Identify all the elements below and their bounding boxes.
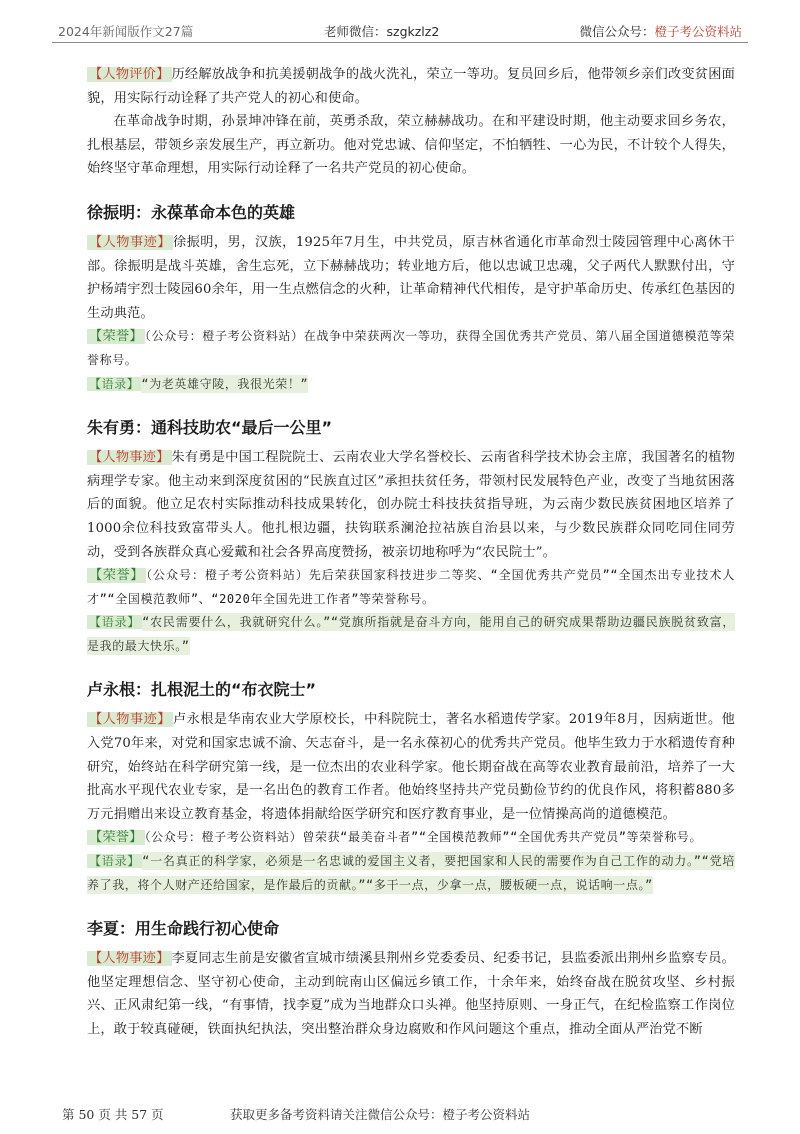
quote-tag: 【语录】 xyxy=(89,615,141,630)
honor-paragraph xyxy=(87,826,735,850)
quote-paragraph xyxy=(87,850,735,897)
eval-text: 历经解放战争和抗美援朝战争的战火洗礼，荣立一等功。复员回乡后，他带领乡亲们改变贫困面貌，用实际行动诠释了共产党人的初心和使命。 xyxy=(87,67,735,106)
honor-tag: 【荣誉】 xyxy=(89,830,143,846)
quote-text: “农民需要什么，我就研究什么。”“党旗所指就是奋斗方向，能用自己的研究成果帮助边疆民族脱贫致富，是我的最大快乐。” xyxy=(87,615,735,653)
deeds-tag: 【人物事迹】 xyxy=(89,712,171,728)
wechat-account xyxy=(579,22,742,40)
deeds-text: 李夏同志生前是安徽省宣城市绩溪县荆州乡党委委员、纪委书记，县监委派出荆州乡监察专员。他坚定理想信念、坚守初心使命，主动到皖南山区偏远乡镇工作，十余年来，始终奋战在脱贫攻坚、乡村振兴、正风肃纪第一线，“有事情，找李夏”成为当地群众口头禅。他坚持原则、一身正气，在纪检监察工作岗位上，敢于较真碰硬，铁面执纪执法，突出整治群众身边腐败和作风问题这个重点，推动全面从严治党不断 xyxy=(87,951,735,1037)
deeds-tag: 【人物事迹】 xyxy=(89,450,170,466)
honor-tag: 【荣誉】 xyxy=(89,329,143,345)
quote-tag: 【语录】 xyxy=(89,376,140,391)
quote-text: “为老英雄守陵，我很光荣！” xyxy=(141,376,309,391)
honor-text: （公众号：橙子考公资料站）在战争中荣获两次一等功，获得全国优秀共产党员、第八届全国道德模范等荣誉称号。 xyxy=(87,329,735,367)
page-content xyxy=(87,63,735,1042)
honor-tag: 【荣誉】 xyxy=(89,568,145,584)
honor-paragraph xyxy=(87,564,735,611)
doc-title: 2024年新闻版作文27篇 xyxy=(58,24,194,39)
honor-paragraph xyxy=(87,325,735,372)
evaluation-paragraph xyxy=(87,63,735,110)
wechat-account-name: 橙子考公资料站 xyxy=(654,24,742,39)
honor-text: （公众号：橙子考公资料站）先后荣获国家科技进步二等奖、“全国优秀共产党员”“全国杰出专业技术人才”“全国模范教师”、“2020年全国先进工作者”等荣誉称号。 xyxy=(87,568,735,606)
page-header xyxy=(52,10,748,43)
deeds-tag: 【人物事迹】 xyxy=(89,951,170,967)
deeds-text: 朱有勇是中国工程院院士、云南农业大学名誉校长、云南省科学技术协会主席，我国著名的植物病理学专家。他主动来到深度贫困的“民族直过区”承担扶贫任务，带领村民发展特色产业，改变了当地贫困落后的面貌。他立足农村实际推动科技成果转化，创办院士科技扶贫指导班，为云南少数民族贫困地区培养了1000余位科技致富带头人。他扎根边疆，扶钩联系澜沧拉祜族自治县以来，与少数民族群众同吃同住同劳动，受到各族群众真心爱戴和社会各界高度赞扬，被亲切地称呼为“农民院士”。 xyxy=(87,450,735,560)
page-number: 第 50 页 共 57 页 xyxy=(62,1107,164,1122)
footer-notice: 获取更多备考资料请关注微信公众号：橙子考公资料站 xyxy=(230,1107,531,1122)
deeds-text: 卢永根是华南农业大学原校长，中科院院士，著名水稻遗传学家。2019年8月，因病逝世。他入党70年来，对党和国家忠诚不渝、矢志奋斗，是一名永葆初心的优秀共产党员。他毕生致力于水稻遗传育种研究，始终站在科学研究第一线，是一位杰出的农业科学家。他长期奋战在高等农业教育最前沿，培养了一大批高水平现代农业专家，是一名出色的教育工作者。他始终坚持共产党员勤俭节约的优良作风，将积蓄880多万元捐赠出来设立教育基金，将遗体捐献给医学研究和医疗教育事业，是一位情操高尚的道德模范。 xyxy=(87,712,735,822)
section-title: 朱有勇：通科技助农“最后一公里” xyxy=(87,418,333,438)
quote-paragraph xyxy=(87,611,735,658)
deeds-tag: 【人物事迹】 xyxy=(89,234,171,250)
eval-tag: 【人物评价】 xyxy=(89,67,170,82)
section-title: 李夏：用生命践行初心使命 xyxy=(87,919,280,939)
deeds-paragraph xyxy=(87,446,735,564)
quote-tag: 【语录】 xyxy=(89,854,141,869)
deeds-paragraph xyxy=(87,231,735,325)
wechat-account-label: 微信公众号： xyxy=(579,24,655,39)
honor-text: （公众号：橙子考公资料站）曾荣获“最美奋斗者”“全国模范教师”“全国优秀共产党员”等荣誉称号。 xyxy=(144,830,703,845)
section-title: 卢永根：扎根泥土的“布衣院士” xyxy=(87,680,317,700)
intro-paragraph: 在革命战争时期，孙景坤冲锋在前，英勇杀敌，荣立赫赫战功。在和平建设时期，他主动要求回乡务农，扎根基层，带领乡亲发展生产，再立新功。他对党忠诚、信仰坚定，不怕牺牲、一心为民，不计较个人得失，始终坚守革命理想，用实际行动诠释了一名共产党员的初心使命。 xyxy=(87,114,735,177)
quote-paragraph xyxy=(87,373,735,397)
deeds-text: 徐振明，男，汉族，1925年7月生，中共党员，原吉林省通化市革命烈士陵园管理中心离休干部。徐振明是战斗英雄，舍生忘死，立下赫赫战功；转业地方后，他以忠诚卫忠魂，父子两代人默默付出，守护杨靖宇烈士陵园60余年，用一生点燃信念的火种，让革命精神代代相传，是守护革命历史、传承红色基因的生动典范。 xyxy=(87,234,735,321)
section-title: 徐振明：永葆革命本色的英雄 xyxy=(87,202,296,222)
quote-text: “一名真正的科学家，必须是一名忠诚的爱国主义者，要把国家和人民的需要作为自己工作的动力。”“党培养了我，将个人财产还给国家，是作最后的贡献。”“多干一点，少拿一点，腰板硬一点，说话响一点。” xyxy=(87,854,735,892)
deeds-paragraph xyxy=(87,947,735,1041)
deeds-paragraph xyxy=(87,708,735,826)
teacher-wechat: 老师微信：szgkzlz2 xyxy=(324,24,440,39)
